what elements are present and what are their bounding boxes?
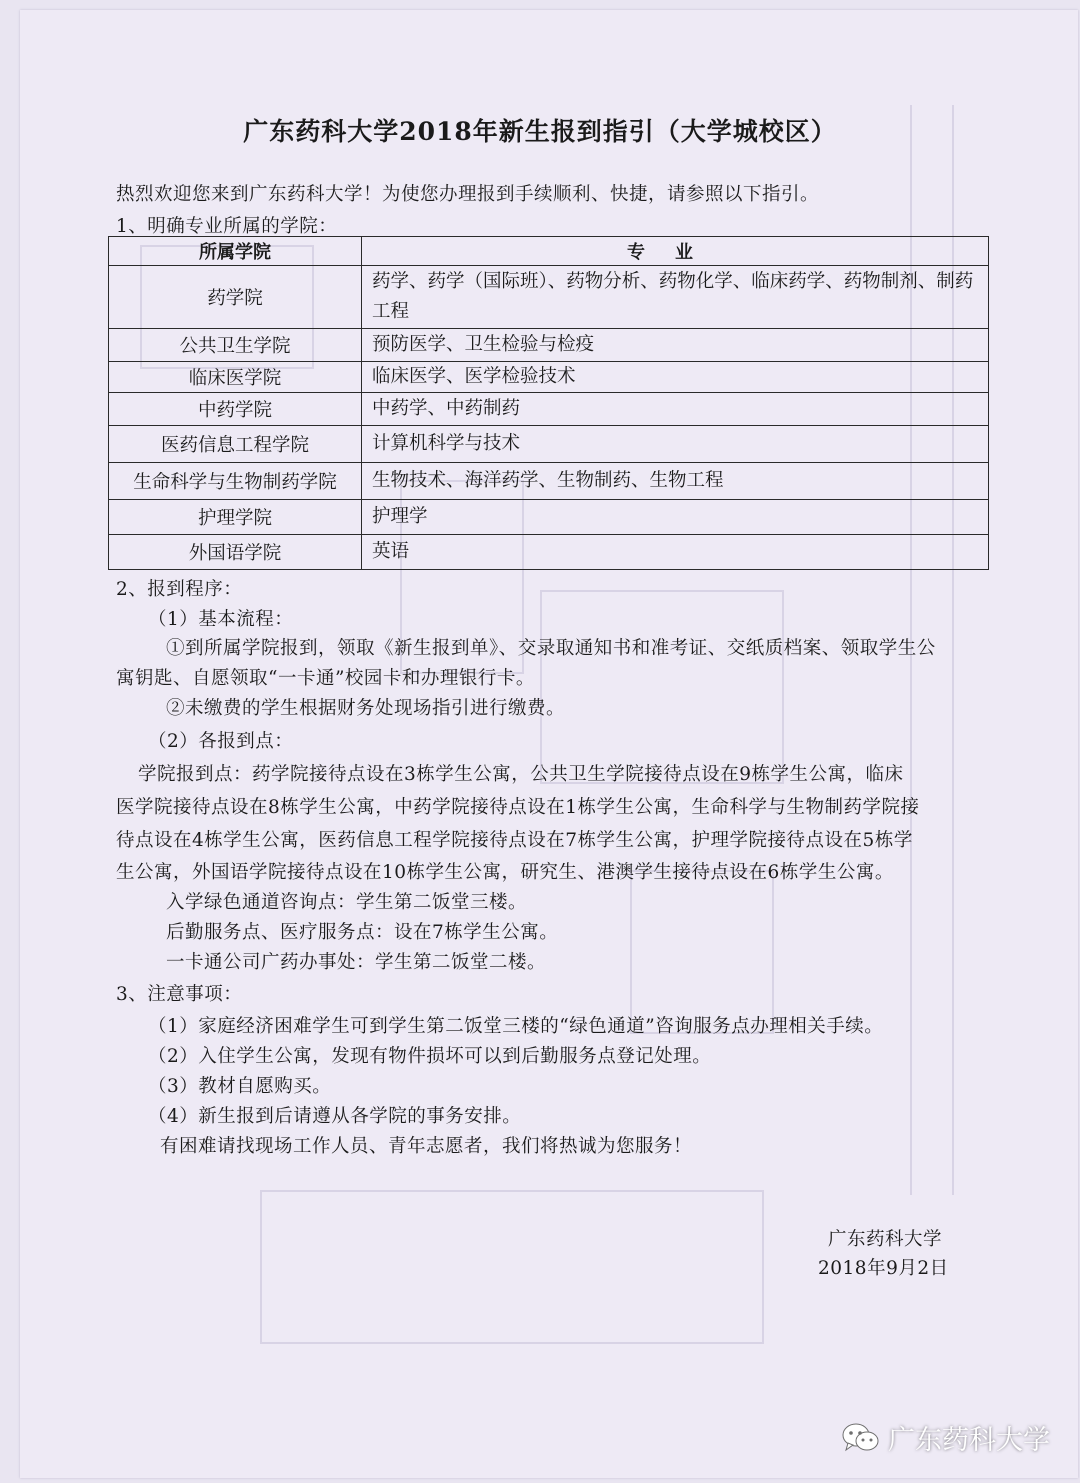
page-title: 广东药科大学2018年新生报到指引（大学城校区） (243, 117, 837, 146)
watermark-text: 广东药科大学 (888, 1425, 1050, 1456)
major-cell: 临床医学、医学检验技术 (362, 362, 989, 393)
report-points-line: 生公寓，外国语学院接待点设在10栋学生公寓，研究生、港澳学生接待点设在6栋学生公寓。 (116, 862, 894, 883)
notice-item: （4）新生报到后请遵从各学院的事务安排。 (148, 1106, 522, 1127)
signature-date: 2018年9月2日 (818, 1258, 949, 1279)
major-cell: 生物技术、海洋药学、生物制药、生物工程 (362, 463, 989, 500)
report-points-line: 医学院接待点设在8栋学生公寓，中药学院接待点设在1栋学生公寓，生命科学与生物制药学院接 (116, 797, 920, 818)
signature-org: 广东药科大学 (828, 1229, 943, 1250)
college-cell: 外国语学院 (109, 535, 362, 570)
major-cell: 中药学、中药制药 (362, 393, 989, 426)
table-header-row (109, 237, 989, 266)
notice-item: （3）教材自愿购买。 (148, 1076, 332, 1097)
logistics-text: 后勤服务点、医疗服务点：设在7栋学生公寓。 (166, 922, 559, 943)
column-header-major: 专业 (362, 237, 989, 266)
table-row (109, 426, 989, 463)
closing-text: 有困难请找现场工作人员、青年志愿者，我们将热诚为您服务！ (160, 1136, 693, 1157)
college-cell: 护理学院 (109, 500, 362, 535)
step1-line1: ①到所属学院报到，领取《新生报到单》、交录取通知书和准考证、交纸质档案、领取学生公 (166, 638, 936, 659)
green-channel-text: 入学绿色通道咨询点：学生第二饭堂三楼。 (166, 892, 528, 913)
section3-heading: 3、注意事项： (116, 984, 243, 1005)
section2-sub2: （2）各报到点： (148, 731, 294, 752)
table-row (109, 463, 989, 500)
column-header-college: 所属学院 (109, 237, 362, 266)
wechat-icon (840, 1421, 880, 1455)
major-cell: 英语 (362, 535, 989, 570)
college-cell: 医药信息工程学院 (109, 426, 362, 463)
wechat-watermark (840, 1418, 1050, 1457)
notice-item: （2）入住学生公寓，发现有物件损坏可以到后勤服务点登记处理。 (148, 1046, 712, 1067)
college-cell: 临床医学院 (109, 362, 362, 393)
table-row (109, 329, 989, 362)
section2-sub1: （1）基本流程： (148, 609, 294, 630)
college-major-table (108, 236, 989, 570)
table-row (109, 393, 989, 426)
major-cell: 预防医学、卫生检验与检疫 (362, 329, 989, 362)
college-cell: 中药学院 (109, 393, 362, 426)
report-points-line: 待点设在4栋学生公寓，医药信息工程学院接待点设在7栋学生公寓，护理学院接待点设在5栋学 (116, 830, 913, 851)
major-cell: 计算机科学与技术 (362, 426, 989, 463)
section1-heading: 1、明确专业所属的学院： (116, 216, 338, 237)
table-row (109, 266, 989, 329)
intro-text: 热烈欢迎您来到广东药科大学！为使您办理报到手续顺利、快捷，请参照以下指引。 (116, 184, 820, 205)
step2-text: ②未缴费的学生根据财务处现场指引进行缴费。 (166, 698, 566, 719)
step1-line2: 寓钥匙、自愿领取“一卡通”校园卡和办理银行卡。 (116, 668, 535, 689)
table-row (109, 500, 989, 535)
major-cell: 药学、药学（国际班）、药物分析、药物化学、临床药学、药物制剂、制药工程 (362, 266, 989, 329)
section2-heading: 2、报到程序： (116, 579, 243, 600)
report-points-line: 学院报到点：药学院接待点设在3栋学生公寓，公共卫生学院接待点设在9栋学生公寓，临床 (138, 764, 904, 785)
card-office-text: 一卡通公司广药办事处：学生第二饭堂二楼。 (166, 952, 547, 973)
table-row (109, 535, 989, 570)
college-cell: 生命科学与生物制药学院 (109, 463, 362, 500)
notice-item: （1）家庭经济困难学生可到学生第二饭堂三楼的“绿色通道”咨询服务点办理相关手续。 (148, 1016, 884, 1037)
college-cell: 公共卫生学院 (109, 329, 362, 362)
major-cell: 护理学 (362, 500, 989, 535)
college-cell: 药学院 (109, 266, 362, 329)
table-row (109, 362, 989, 393)
